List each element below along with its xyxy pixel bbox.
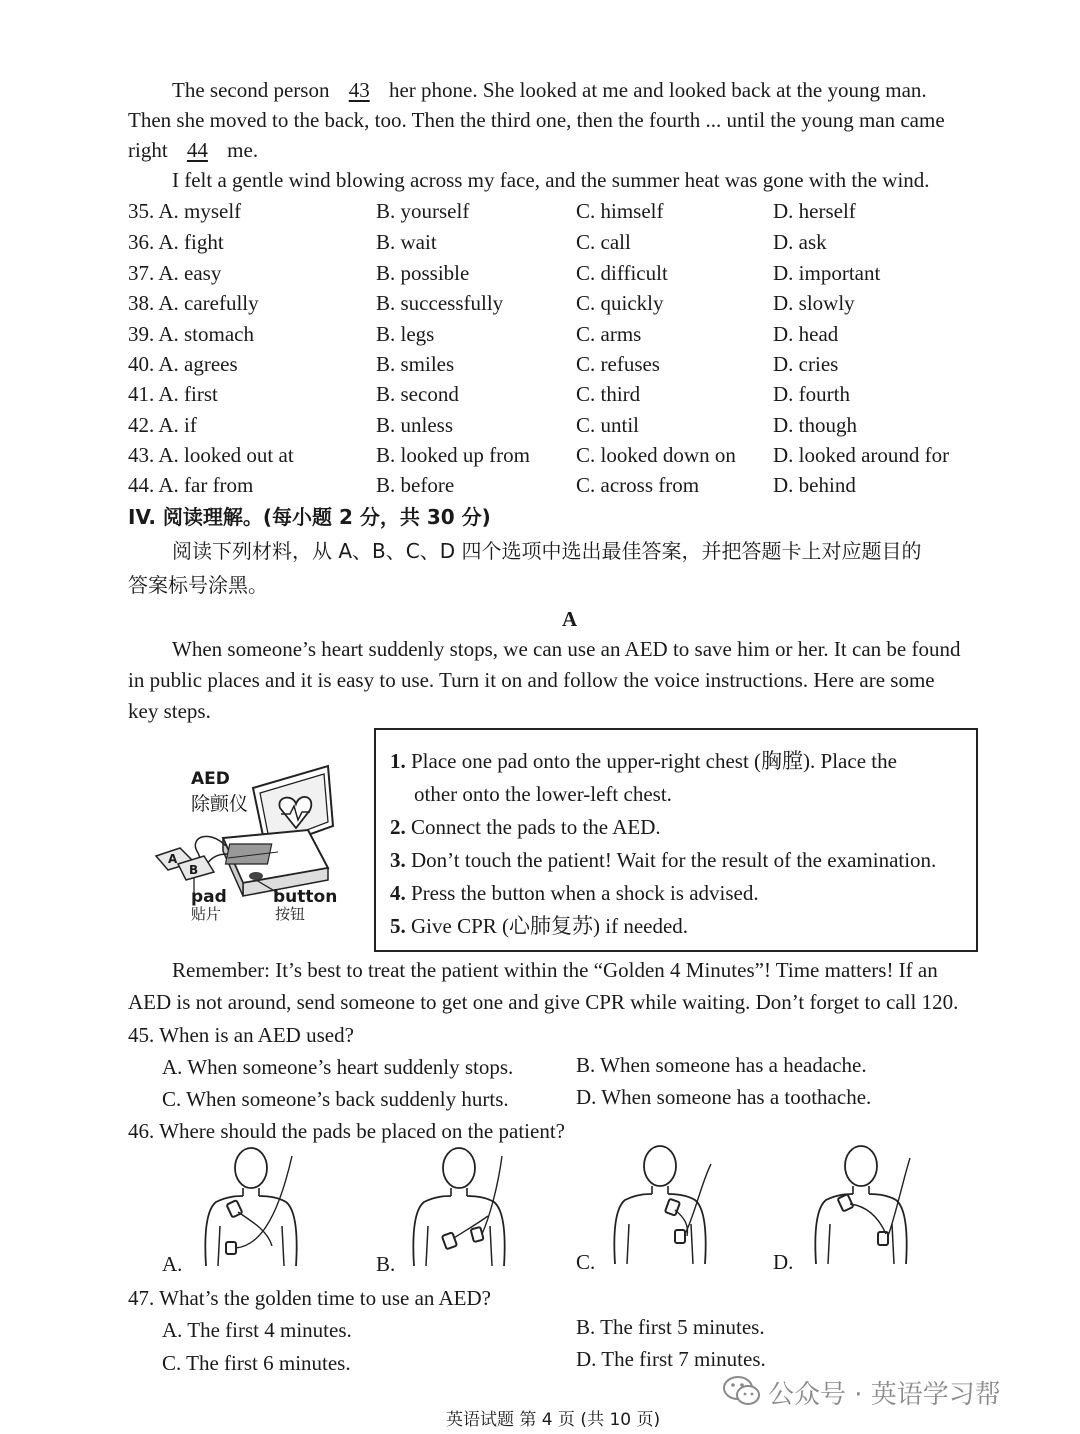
button-label: button <box>273 887 338 907</box>
option-d: D. herself <box>773 199 856 223</box>
option-d: D. ask <box>773 230 827 254</box>
option-a: 40. A. agrees <box>128 352 238 376</box>
torso-figure-a <box>196 1146 306 1270</box>
question-45-stem: 45. When is an AED used? <box>128 1023 354 1047</box>
pad-a-letter: A <box>168 852 178 866</box>
option-c: C. quickly <box>576 291 664 315</box>
option-a: 44. A. far from <box>128 473 254 497</box>
option-d: D. important <box>773 261 881 285</box>
option-a: 35. A. myself <box>128 199 242 223</box>
option-d: D. cries <box>773 352 839 376</box>
option-b: B. second <box>376 382 459 406</box>
blank-43: 43 <box>348 78 370 102</box>
figure-label-a: A. <box>162 1252 183 1276</box>
option-c: C. until <box>576 413 640 437</box>
remember-line-2: AED is not around, send someone to get one and give CPR while waiting. Don’t forget to call 120. <box>128 990 959 1014</box>
passage-a-line-1: When someone’s heart suddenly stops, we can use an AED to save him or her. It can be found <box>172 637 961 661</box>
option-a: 41. A. first <box>128 382 218 406</box>
option-b: B. possible <box>376 261 470 285</box>
option-c: C. arms <box>576 322 642 346</box>
option-a: 42. A. if <box>128 413 197 437</box>
step-1: 1. Place one pad onto the upper-right chest (胸膛). Place the <box>390 749 897 773</box>
page-footer: 英语试题 第 4 页 (共 10 页) <box>446 1410 661 1430</box>
option-c: C. looked down on <box>576 443 736 467</box>
torso-figure-d <box>806 1144 916 1268</box>
torso-figure-b <box>404 1146 514 1270</box>
question-45-option-d: D. When someone has a toothache. <box>576 1085 872 1109</box>
section-instructions-1: 阅读下列材料，从 A、B、C、D 四个选项中选出最佳答案，并把答题卡上对应题目的 <box>172 539 922 563</box>
question-47-option-b: B. The first 5 minutes. <box>576 1315 765 1339</box>
question-45-option-a: A. When someone’s heart suddenly stops. <box>162 1055 514 1079</box>
option-c: C. himself <box>576 199 664 223</box>
option-b: B. looked up from <box>376 443 530 467</box>
option-b: B. smiles <box>376 352 455 376</box>
option-d: D. looked around for <box>773 443 950 467</box>
option-d: D. though <box>773 413 857 437</box>
option-a: 36. A. fight <box>128 230 224 254</box>
option-c: C. third <box>576 382 641 406</box>
option-b: B. yourself <box>376 199 470 223</box>
option-d: D. behind <box>773 473 856 497</box>
passage-line-1: The second person 43 her phone. She looked at me and looked back at the young man. <box>172 78 927 102</box>
pad-b-letter: B <box>189 863 199 877</box>
option-a: 38. A. carefully <box>128 291 259 315</box>
option-b: B. successfully <box>376 291 504 315</box>
option-c: C. across from <box>576 473 700 497</box>
passage-line-3: right 44 me. <box>128 138 259 162</box>
option-a: 43. A. looked out at <box>128 443 294 467</box>
question-47-option-c: C. The first 6 minutes. <box>162 1351 351 1375</box>
question-45-option-c: C. When someone’s back suddenly hurts. <box>162 1087 509 1111</box>
aed-steps-box <box>374 728 978 952</box>
option-b: B. wait <box>376 230 437 254</box>
option-b: B. before <box>376 473 455 497</box>
section-heading: IV. 阅读理解。(每小题 2 分，共 30 分) <box>128 505 491 529</box>
figure-label-b: B. <box>376 1252 396 1276</box>
passage-a-line-2: in public places and it is easy to use. Turn it on and follow the voice instructions. Here are some <box>128 668 935 692</box>
option-c: C. call <box>576 230 631 254</box>
blank-44: 44 <box>186 138 208 162</box>
question-47-option-a: A. The first 4 minutes. <box>162 1318 352 1342</box>
option-b: B. unless <box>376 413 454 437</box>
option-d: D. fourth <box>773 382 850 406</box>
step-2: 2. Connect the pads to the AED. <box>390 815 661 839</box>
section-instructions-2: 答案标号涂黑。 <box>128 573 268 597</box>
aed-label: AED <box>191 769 230 789</box>
passage-label: A <box>562 607 578 631</box>
torso-figure-c <box>605 1144 715 1268</box>
figure-label-c: C. <box>576 1250 596 1274</box>
option-a: 39. A. stomach <box>128 322 254 346</box>
button-label-zh: 按钮 <box>275 905 306 923</box>
step-5: 5. Give CPR (心肺复苏) if needed. <box>390 914 689 938</box>
step-3: 3. Don’t touch the patient! Wait for the result of the examination. <box>390 848 937 872</box>
question-45-option-b: B. When someone has a headache. <box>576 1053 867 1077</box>
passage-line-2: Then she moved to the back, too. Then the third one, then the fourth ... until the young man came <box>128 108 945 132</box>
question-47-stem: 47. What’s the golden time to use an AED? <box>128 1286 491 1310</box>
question-47-option-d: D. The first 7 minutes. <box>576 1347 766 1371</box>
watermark-text: 公众号 · 英语学习帮 <box>768 1380 1001 1410</box>
aed-label-zh: 除颤仪 <box>191 793 249 815</box>
remember-line-1: Remember: It’s best to treat the patient within the “Golden 4 Minutes”! Time matters! If an <box>172 958 938 982</box>
option-d: D. head <box>773 322 839 346</box>
option-b: B. legs <box>376 322 435 346</box>
wechat-icon <box>722 1374 762 1408</box>
option-c: C. difficult <box>576 261 668 285</box>
pad-label-zh: 贴片 <box>191 905 222 923</box>
option-c: C. refuses <box>576 352 660 376</box>
passage-a-line-3: key steps. <box>128 699 211 723</box>
option-a: 37. A. easy <box>128 261 222 285</box>
passage-line-4: I felt a gentle wind blowing across my face, and the summer heat was gone with the wind. <box>172 168 930 192</box>
step-4: 4. Press the button when a shock is advised. <box>390 881 759 905</box>
question-46-stem: 46. Where should the pads be placed on the patient? <box>128 1119 565 1143</box>
figure-label-d: D. <box>773 1250 794 1274</box>
option-d: D. slowly <box>773 291 855 315</box>
step-1-continued: other onto the lower-left chest. <box>414 782 672 806</box>
pad-label: pad <box>191 887 227 907</box>
